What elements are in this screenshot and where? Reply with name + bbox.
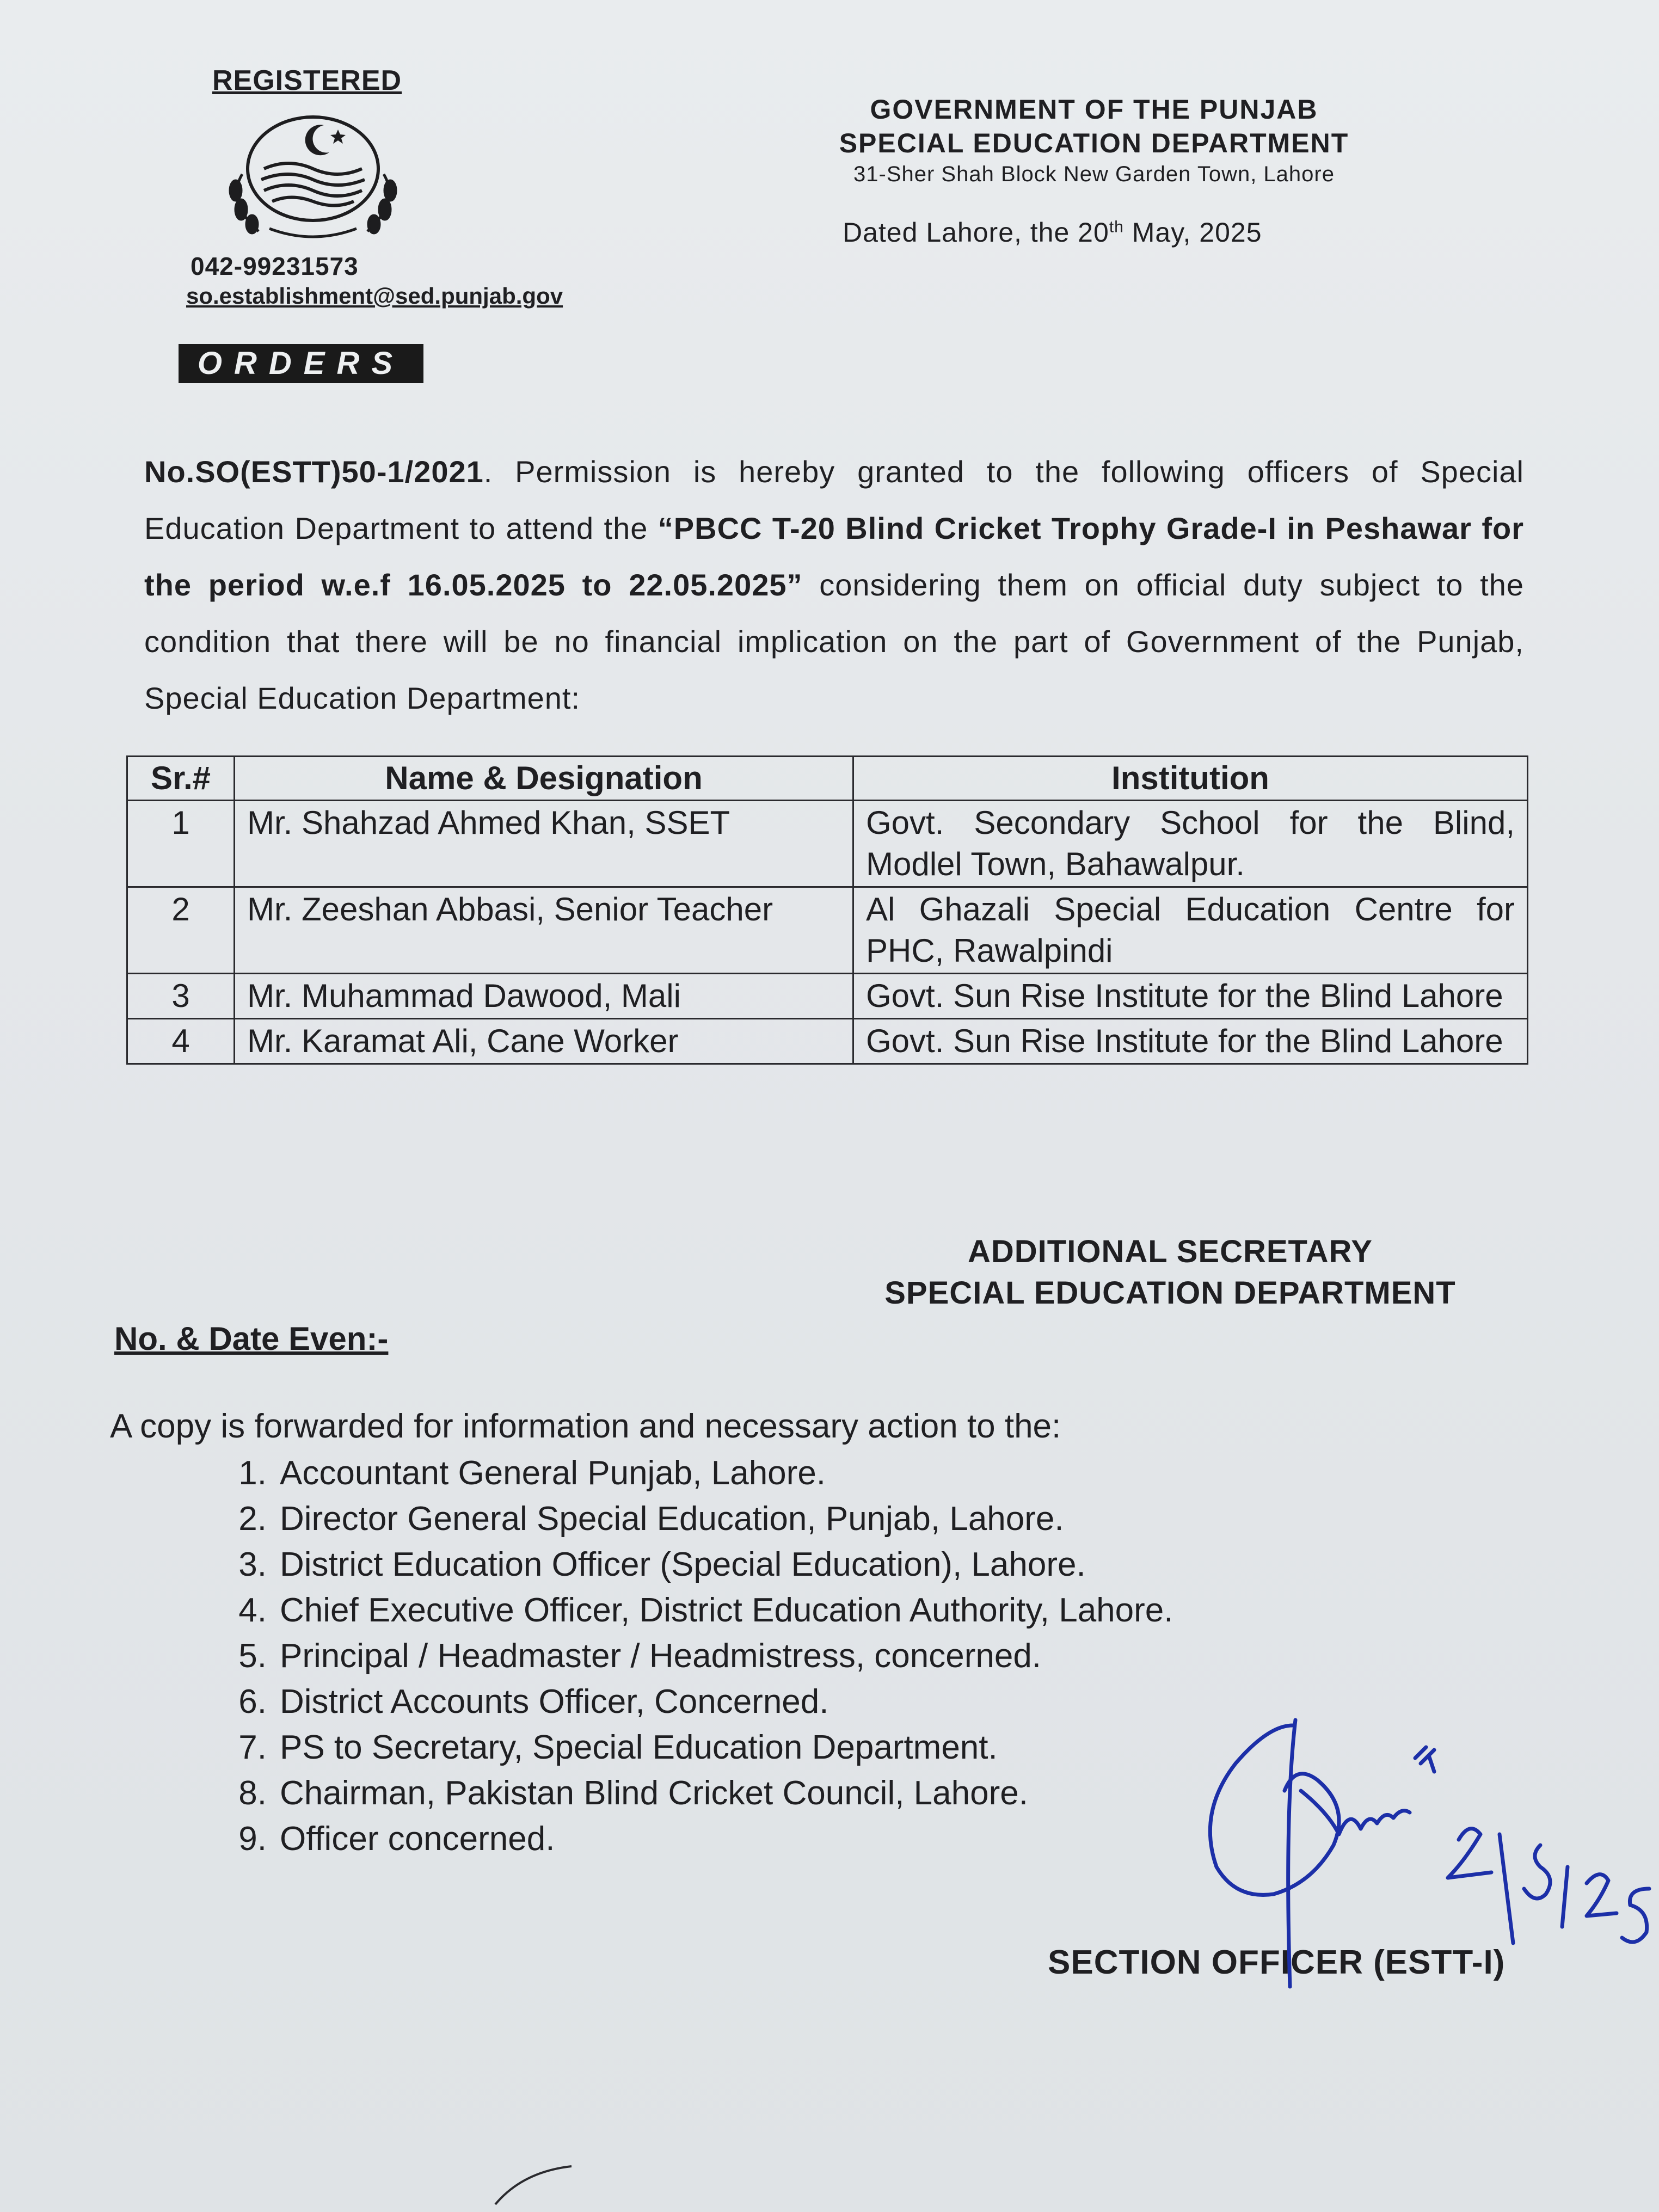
list-item: 2. Director General Special Education, Punjab, Lahore. bbox=[238, 1500, 1064, 1538]
row-sr: 1 bbox=[127, 801, 235, 887]
department-address: 31-Sher Shah Block New Garden Town, Lahore bbox=[853, 162, 1335, 186]
row-name: Mr. Shahzad Ahmed Khan, SSET bbox=[235, 801, 853, 887]
header-sr: Sr.# bbox=[127, 757, 235, 801]
header-name: Name & Designation bbox=[235, 757, 853, 801]
punjab-emblem-icon bbox=[210, 109, 416, 245]
handwritten-signature-icon bbox=[1187, 1704, 1655, 2030]
event-name: “PBCC T-20 Blind Cricket Trophy Grade-I in Peshawar for the period w.e.f 16.05.2025 to 22.05.2025” bbox=[144, 511, 1524, 602]
list-item: 3. District Education Officer (Special Education), Lahore. bbox=[238, 1546, 1086, 1583]
orders-label: ORDERS bbox=[179, 344, 423, 383]
recipient-list bbox=[207, 1451, 1173, 1862]
reference-number: No.SO(ESTT)50-1/2021 bbox=[144, 454, 484, 489]
order-paragraph: No.SO(ESTT)50-1/2021. Permission is hereby granted to the following officers of Special Education Department to attend the “PBCC T-20 Blind Cricket Trophy Grade-I in Peshawar for the period w.e.f 16.05.2025 to 22.05.2025” considering them on official duty subject to the condition that there will be no financial implication on the part of Government of the Punjab, Special Education Department: bbox=[144, 454, 1525, 715]
list-item: 1. Accountant General Punjab, Lahore. bbox=[238, 1454, 826, 1492]
list-item: 5. Principal / Headmaster / Headmistress, concerned. bbox=[238, 1637, 1042, 1675]
list-item: 8. Chairman, Pakistan Blind Cricket Council, Lahore. bbox=[238, 1774, 1028, 1812]
row-institution: Govt. Sun Rise Institute for the Blind Lahore bbox=[853, 1019, 1528, 1064]
signatory-block bbox=[816, 1231, 1524, 1314]
list-item: 4. Chief Executive Officer, District Education Authority, Lahore. bbox=[238, 1592, 1173, 1629]
dated-line: Dated Lahore, the 20th May, 2025 bbox=[843, 217, 1262, 248]
department-header bbox=[800, 94, 1388, 187]
corner-mark-icon bbox=[435, 2155, 653, 2212]
header-institution: Institution bbox=[853, 757, 1528, 801]
table-row bbox=[127, 1019, 1528, 1064]
row-institution: Govt. Sun Rise Institute for the Blind Lahore bbox=[853, 974, 1528, 1019]
endorsement-intro: A copy is forwarded for information and necessary action to the: bbox=[110, 1408, 1061, 1445]
row-institution: Al Ghazali Special Education Centre for PHC, Rawalpindi bbox=[853, 887, 1528, 974]
table-row bbox=[127, 887, 1528, 974]
department-title: SPECIAL EDUCATION DEPARTMENT bbox=[839, 128, 1349, 158]
signatory-title: ADDITIONAL SECRETARY bbox=[968, 1234, 1373, 1269]
registered-label: REGISTERED bbox=[212, 65, 402, 96]
email-address: so.establishment@sed.punjab.gov bbox=[186, 283, 563, 309]
row-sr: 4 bbox=[127, 1019, 235, 1064]
signatory-department: SPECIAL EDUCATION DEPARTMENT bbox=[884, 1275, 1456, 1311]
endorsement-heading: No. & Date Even:- bbox=[114, 1320, 389, 1357]
table-row bbox=[127, 801, 1528, 887]
table-header-row bbox=[127, 757, 1528, 801]
government-title: GOVERNMENT OF THE PUNJAB bbox=[870, 94, 1318, 125]
officers-table bbox=[126, 755, 1528, 1065]
row-name: Mr. Karamat Ali, Cane Worker bbox=[235, 1019, 853, 1064]
row-sr: 3 bbox=[127, 974, 235, 1019]
phone-number: 042-99231573 bbox=[191, 252, 359, 280]
row-name: Mr. Muhammad Dawood, Mali bbox=[235, 974, 853, 1019]
list-item: 6. District Accounts Officer, Concerned. bbox=[238, 1683, 829, 1721]
row-sr: 2 bbox=[127, 887, 235, 974]
row-institution: Govt. Secondary School for the Blind, Modlel Town, Bahawalpur. bbox=[853, 801, 1528, 887]
table-row bbox=[127, 974, 1528, 1019]
list-item: 9. Officer concerned. bbox=[238, 1820, 555, 1858]
list-item: 7. PS to Secretary, Special Education Department. bbox=[238, 1729, 998, 1766]
section-officer-label: SECTION OFFICER (ESTT-I) bbox=[1048, 1944, 1506, 1981]
row-name: Mr. Zeeshan Abbasi, Senior Teacher bbox=[235, 887, 853, 974]
